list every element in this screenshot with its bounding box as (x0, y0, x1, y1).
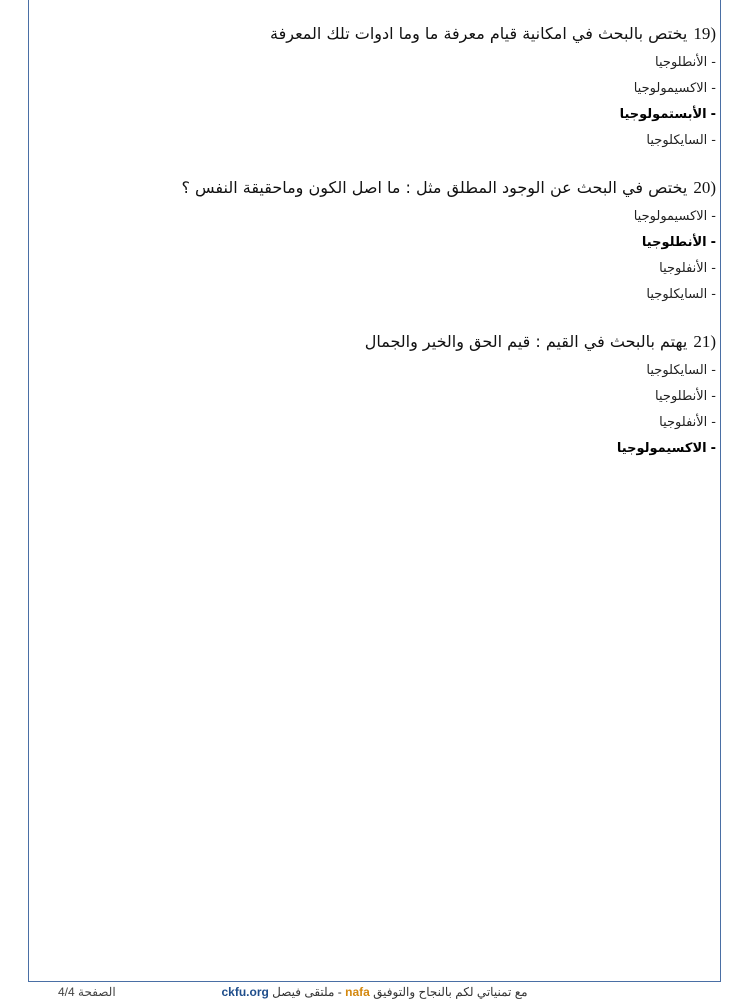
option-item-correct: -الاكسيمولوجيا (616, 441, 716, 456)
option-list (76, 358, 716, 462)
option-item-correct: -الأنطلوجيا (641, 235, 716, 250)
option-item-correct: -الأبستمولوجيا (619, 107, 716, 122)
option-item: -الاكسيمولوجيا (633, 209, 716, 224)
footer-wish: مع تمنياتي لكم بالنجاح والتوفيق (373, 985, 528, 999)
question-number: 20) (693, 178, 716, 197)
option-list (76, 50, 716, 154)
question-line (76, 22, 716, 46)
option-item: -السايكلوجيا (646, 287, 716, 302)
question-text: يختص في البحث عن الوجود المطلق مثل : ما اصل الكون وماحقيقة النفس ؟ (181, 178, 688, 197)
footer-site-link[interactable]: ckfu.org (221, 985, 269, 999)
option-item: -السايكلوجيا (646, 363, 716, 378)
option-list (76, 204, 716, 308)
option-item: -الأنطلوجيا (655, 389, 716, 404)
footer-credits (28, 985, 721, 999)
question-21 (76, 330, 716, 462)
option-item: -الاكسيمولوجيا (633, 81, 716, 96)
questions-section (76, 22, 716, 484)
option-item: -الأنطلوجيا (655, 55, 716, 70)
question-text: يختص بالبحث في امكانية قيام معرفة ما وما ادوات تلك المعرفة (270, 24, 688, 43)
question-20 (76, 176, 716, 308)
question-line (76, 330, 716, 354)
page-number: الصفحة 4/4 (58, 985, 116, 999)
page-footer (28, 982, 721, 1003)
footer-brand: nafa (345, 985, 370, 999)
option-item: -الأنفلوجيا (659, 415, 716, 430)
option-item: -السايكلوجيا (646, 133, 716, 148)
option-item: -الأنفلوجيا (659, 261, 716, 276)
question-text: يهتم بالبحث في القيم : قيم الحق والخير والجمال (364, 332, 688, 351)
footer-forum: ملتقى فيصل (272, 985, 335, 999)
footer-separator: - (337, 985, 342, 999)
question-19 (76, 22, 716, 154)
question-line (76, 176, 716, 200)
question-number: 21) (693, 332, 716, 351)
question-number: 19) (693, 24, 716, 43)
